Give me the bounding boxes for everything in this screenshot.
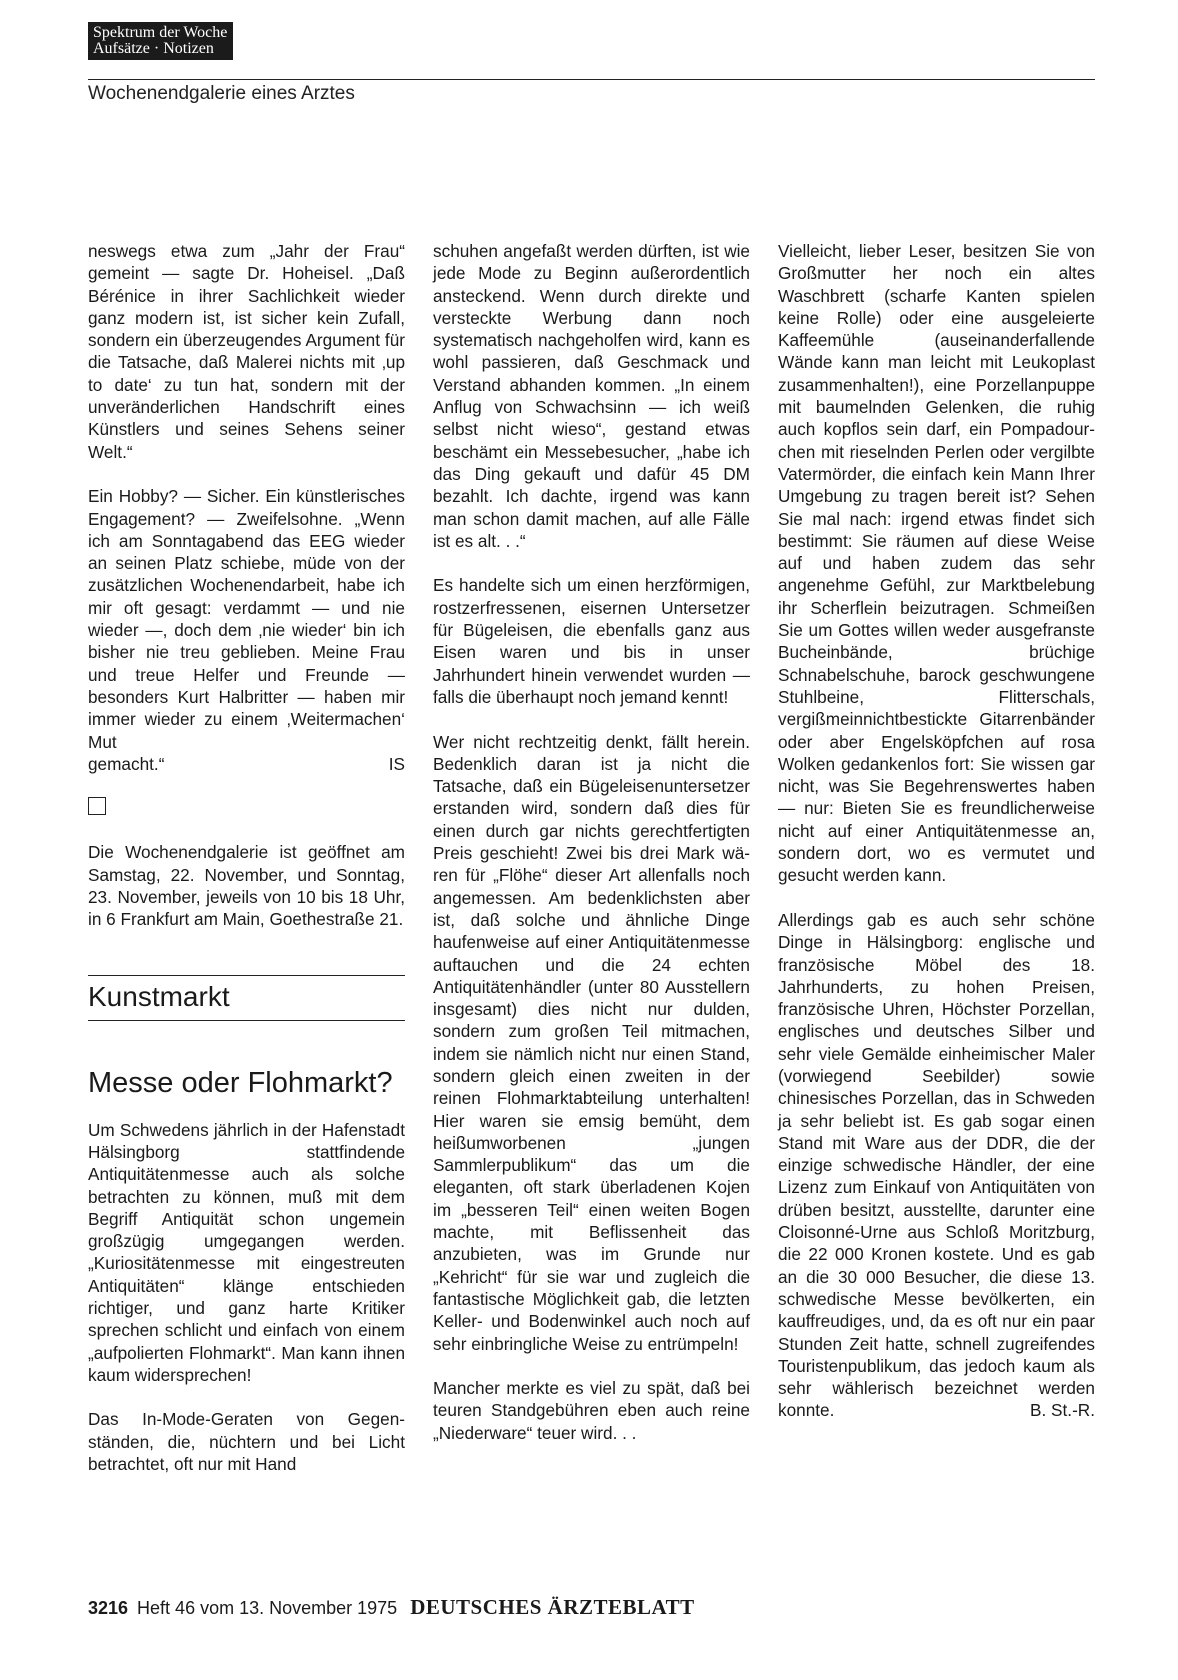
paragraph: Vielleicht, lieber Leser, besitzen Sie von Großmutter her noch ein altes Waschbrett (scharfe Kanten spielen keine Rolle) oder eine ausgeleierte Kaffeemühle (auseinanderfallende Wände kann man leicht mit Leukoplast zusammenhalten!), eine Porzellanpuppe mit baumelnden Gelenken, die ruhig auch kopflos sein darf, ein Pompadourchen mit rieselnden Perlen oder vergilbte Vatermörder, die einfach kein Mann Ihrer Umgebung zu tragen bereit ist? Sehen Sie mal nach: irgend etwas findet sich bestimmt: Sie räumen auf diese Weise auf und haben zudem das sehr angenehme Gefühl, zur Marktbelebung ihr Scherflein beizutragen. Schmeißen Sie um Gottes willen weder ausgefranste Bucheinbände, brüchige Schnabelschuhe, barock geschwungene Stuhlbeine, Flitterschals, vergißmeinnichtbestickte Gitarrenbänder oder aber Engelsköpfchen auf rosa Wolken gedankenlos fort: Sie wissen gar nicht, was Sie Begehrenswertes haben — nur: Bieten Sie es freundlicherweise nicht auf einer Antiquitätenmesse an, sondern dort, wo es vermutet und gesucht werden kann. <box>778 241 1095 886</box>
section-badge <box>88 22 233 60</box>
page-footer <box>88 1595 695 1620</box>
publication-name: DEUTSCHES ÄRZTEBLATT <box>410 1595 695 1619</box>
issue-info: Heft 46 vom 13. November 1975 <box>137 1598 398 1618</box>
page-number: 3216 <box>88 1598 129 1618</box>
section-rule-bottom <box>88 1020 405 1021</box>
paragraph-text: Allerdings gab es auch sehr schöne Dinge in Hälsingborg: englische und französische Möbel des 18. Jahrhunderts, zu hohen Preisen, französische Uhren, Höchster Porzellan, englisches und deutsches Silber und sehr viele Gemälde einheimischer Maler (vorwiegend Seebilder) sowie chinesisches Porzellan, das in Schweden ja sehr beliebt ist. Es gab sogar einen Stand mit Ware aus der DDR, die der einzige schwedische Händler, der eine Lizenz zum Einkauf von Antiquitäten von drüben besitzt, ausstellte, darunter eine Cloisonné-Urne aus Schloß Moritzburg, die 22 000 Kronen kostete. Und es gab an die 30 000 Besucher, die diese 13. schwedische Messe bevölkerten, ein kauffreudiges, und, da es oft nur ein paar Stunden Zeit hatte, schnell zugreifendes Touristenpublikum, das jedoch kaum als sehr wählerisch bezeichnet werden konnte. <box>778 909 1095 1421</box>
paragraph: Die Wochenendgalerie ist geöffnet am Samstag, 22. November, und Sonntag, 23. November, jeweils von 10 bis 18 Uhr, in 6 Frankfurt am Main, Goethestraße 21. <box>88 842 405 930</box>
author-initials: B. St.-R. <box>1030 1400 1095 1421</box>
paragraph: neswegs etwa zum „Jahr der Frau“ gemeint — sagte Dr. Hoheisel. „Daß Bérénice in ihrer Sachlichkeit wieder ganz modern ist, ist sicher kein Zufall, sondern ein überzeugendes Argument für die Tatsache, daß Malerei nichts mit ‚up to date‘ zu tun hat, sondern mit der unveränderlichen Handschrift eines Künstlers und seines Sehens seiner Welt.“ <box>88 241 405 462</box>
paragraph: Das In-Mode-Geraten von Gegenständen, die, nüchtern und bei Licht betrachtet, oft nur mit Hand <box>88 1409 405 1475</box>
paragraph <box>88 485 405 775</box>
section-heading: Kunstmarkt <box>88 980 230 1012</box>
page-title: Wochenendgalerie eines Arztes <box>88 83 355 104</box>
paragraph: Wer nicht rechtzeitig denkt, fällt herein. Bedenklich daran ist ja nicht die Tatsache, daß ein Bügeleisenuntersetzer erstanden wird, sondern daß dies für einen durch gar nichts gerechtfertigten Preis geschieht! Zwei bis drei Mark wären für „Flöhe“ dieser Art allenfalls noch angemessen. Am bedenklichsten aber ist, daß solche und ähnliche Dinge haufenweise auf einer Antiquitätenmesse auftauchen und die 24 echten Antiquitätenhändler (unter 80 Ausstellern insgesamt) dies nicht nur dulden, sondern zum großen Teil mitmachen, indem sie nämlich nicht nur einen Stand, sondern gleich einen zweiten in der reinen Flohmarktabteilung unterhalten! Hier waren sie emsig bemüht, dem heißumworbenen „jungen Sammlerpublikum“ das um die eleganten, oft stark überladenen Kojen im „besseren Teil“ einen weiten Bogen machte, mit Beflissenheit das anzubieten, was im Grunde nur „Kehricht“ für sie war und zugleich die fantastische Möglichkeit gab, die letzten Keller- und Bodenwinkel auch noch auf sehr einbringliche Weise zu entrümpeln! <box>433 731 750 1354</box>
paragraph: schuhen angefaßt werden dürften, ist wie jede Mode zu Beginn außerordentlich ansteckend. Wenn durch direkte und versteckte Werbung dann noch systematisch nachgeholfen wird, kann es wohl passieren, daß Geschmack und Verstand abhanden kommen. „In einem Anflug von Schwachsinn — ich weiß selbst nicht wieso“, gestand etwas beschämt ein Messebesucher, „habe ich das Ding gekauft und dafür 45 DM bezahlt. Ich dachte, irgend was kann man schon damit machen, auf alle Fälle ist es alt. . .“ <box>433 241 750 551</box>
paragraph <box>778 909 1095 1422</box>
end-mark-box <box>88 797 106 815</box>
badge-line-2: Aufsätze · Notizen <box>93 40 214 57</box>
badge-line-1: Spektrum der Woche <box>93 24 228 41</box>
header-rule <box>88 79 1095 80</box>
paragraph: Mancher merkte es viel zu spät, daß bei teuren Standgebühren eben auch reine „Niederware“ teuer wird. . . <box>433 1378 750 1443</box>
column-2 <box>433 240 750 1444</box>
section-heading-block <box>88 975 405 1021</box>
paragraph-text: Ein Hobby? — Sicher. Ein künstlerisches Engagement? — Zweifelsohne. „Wenn ich am Sonntagabend das EEG wieder an seinen Platz schiebe, müde von der zusätzlichen Wochenendarbeit, habe ich mir oft gesagt: verdammt — und nie wieder —, doch dem ‚nie wieder‘ bin ich bisher nie treu geblieben. Meine Frau und treue Helfer und Freunde — besonders Kurt Halbritter — haben mir immer wieder zu einem ‚Weitermachen‘ Mut <box>88 486 405 752</box>
paragraph: Um Schwedens jährlich in der Hafenstadt Hälsingborg stattfindende Antiquitätenmesse auch als solche betrachten zu können, muß mit dem Begriff Antiquität schon ungemein großzügig umgegangen werden. „Kuriositätenmesse mit eingestreuten Antiquitäten“ klänge entschieden richtiger, und ganz harte Kritiker sprechen schlicht und einfach von einem „aufpolierten Flohmarkt“. Man kann ihnen kaum widersprechen! <box>88 1119 405 1385</box>
paragraph-end: gemacht.“ <box>88 753 165 774</box>
signature-line <box>88 753 405 775</box>
column-3 <box>778 240 1095 1422</box>
author-initials: IS <box>388 753 405 774</box>
column-1 <box>88 240 405 1475</box>
section-rule-top <box>88 975 405 976</box>
article-title: Messe oder Flohmarkt? <box>88 1066 393 1099</box>
paragraph: Es handelte sich um einen herzförmigen, rostzerfressenen, eisernen Untersetzer für Bügeleisen, die ebenfalls ganz aus Eisen waren und bis in unser Jahrhundert hinein verwendet wurden — falls die überhaupt noch jemand kennt! <box>433 575 750 707</box>
